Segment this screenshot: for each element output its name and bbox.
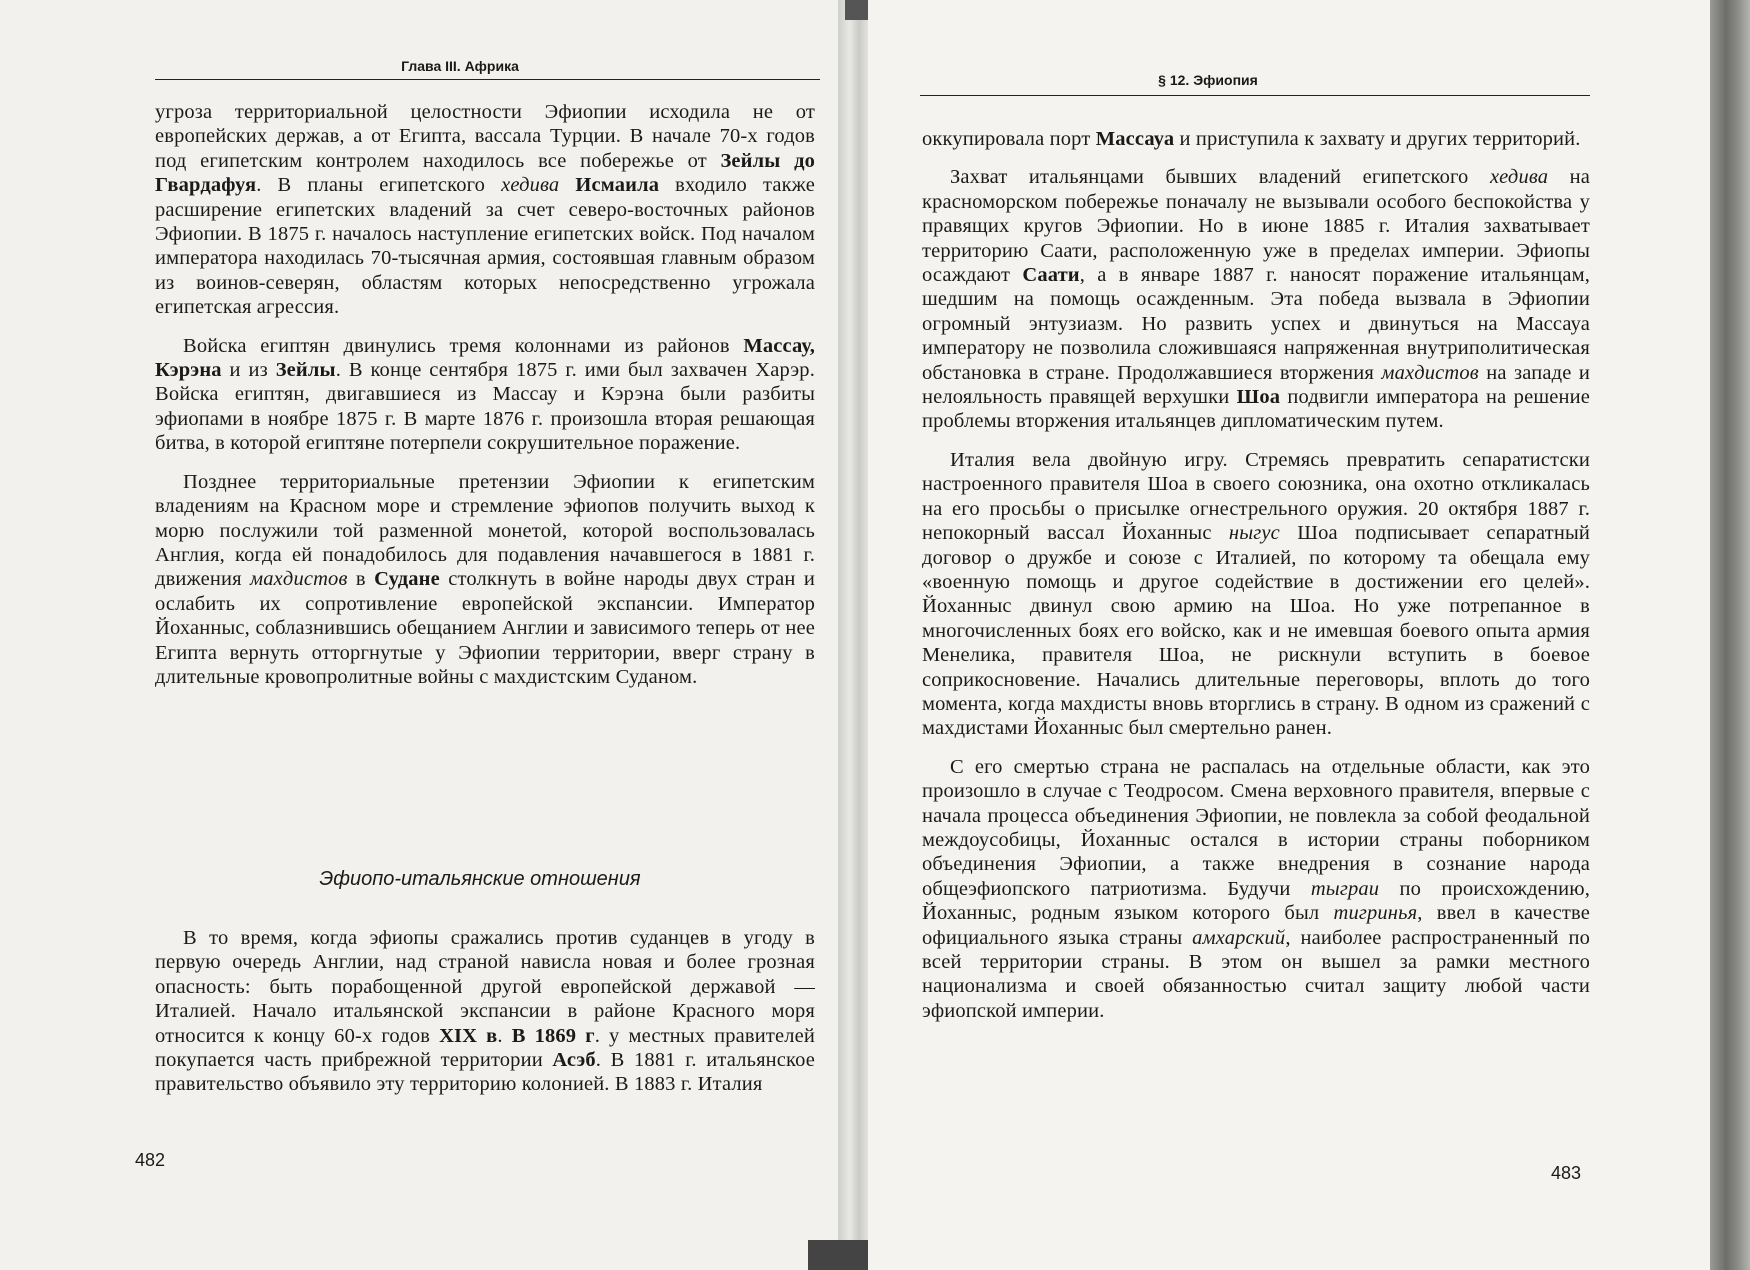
bold-term: Асэб bbox=[552, 1049, 596, 1072]
page-number-right: 483 bbox=[1551, 1163, 1582, 1183]
text-run: Захват итальянцами бывших владений египетского bbox=[950, 166, 1490, 189]
text-run: оккупировала порт bbox=[922, 128, 1096, 150]
text-run: Италия вела двойную игру. Стремясь превратить сепаратистски настроенного правителя Шоа в своего союзника, она охотно откликалась на его просьбы о присылке огнестрельного оружия. 20 октября 1887 г. непокорный вассал Йоханныс bbox=[922, 448, 1590, 545]
text-run: , а в январе 1887 г. наносят поражение итальянцам, шедшим на помощь осажденным. Эта победа вызвала в Эфиопии огромный энтузиазм. Но развить успех и двинуться на Массауа императору не позволила сложившаяся напряженная внутриполитическая обстановка в стране. Продолжавшиеся вторжения bbox=[922, 264, 1590, 384]
text-run: . В 1881 г. итальянское правительство объявило эту территорию колонией. В 1883 г. Италия bbox=[155, 1049, 815, 1096]
page-stack-edge bbox=[1710, 0, 1750, 1270]
left-running-head: Глава III. Африка bbox=[401, 58, 519, 74]
paragraph bbox=[155, 926, 815, 1097]
italic-term: тигринья bbox=[1333, 902, 1418, 925]
text-run: В то время, когда эфиопы сражались против суданцев в угоду в первую очередь Англии, над страной нависла новая и более грозная опасность: быть порабощенной другой европейской державой — Италией. Начало итальянской экспансии в районе Красного моря относится к концу 60-х годов bbox=[155, 927, 815, 1047]
text-run: . у местных правителей покупается часть прибрежной территории bbox=[155, 1024, 815, 1072]
right-header-rule bbox=[920, 95, 1590, 96]
paragraph bbox=[922, 165, 1590, 433]
bold-term: В 1869 г bbox=[511, 1024, 595, 1047]
italic-term: махдистов bbox=[250, 568, 348, 591]
text-run: Войска египтян двинулись тремя колоннами из районов bbox=[183, 334, 744, 357]
text-run: Шоа подписывает сепаратный договор о дружбе и союзе с Италией, по которому та обещала ему «военную помощь и другое содействие в достижении его целей». Йоханныс двинул свою армию на Шоа. Но уже потрепанное в многочисленных боях его войско, как и не имевшая боевого опыта армия Менелика, правителя Шоа, не рискнули вступить в боевое соприкосновение. Начались длительные переговоры, вплоть до того момента, когда махдисты вновь вторглись в страну. В одном из сражений с махдистами Йоханныс был смертельно ранен. bbox=[922, 522, 1590, 740]
text-run bbox=[559, 174, 575, 196]
paragraph bbox=[922, 755, 1590, 1023]
italic-term: ныгус bbox=[1228, 522, 1280, 545]
text-run: . В конце сентября 1875 г. ими был захвачен Харэр. Войска египтян, двигавшиеся из Массау и Кэрэна были разбиты эфиопами в ноябре 1875 г. В марте 1876 г. произошла вторая решающая битва, в которой египтяне потерпели сокрушительное поражение. bbox=[155, 359, 815, 455]
paragraph bbox=[155, 470, 815, 690]
left-page bbox=[0, 0, 850, 1270]
bold-term: Массауа bbox=[1095, 128, 1175, 150]
text-run: . bbox=[497, 1024, 512, 1047]
text-run: , наиболее распространенный по всей территории страны. В этом он вышел за рамки местного национализма и своей обязанностью считал защиту любой части эфиопской империи. bbox=[922, 926, 1590, 1022]
bold-term: Судане bbox=[374, 568, 440, 591]
bold-term: XIX в bbox=[439, 1024, 498, 1047]
italic-term: амхарский bbox=[1192, 926, 1286, 949]
paragraph bbox=[155, 334, 815, 456]
italic-term: тыграи bbox=[1310, 877, 1380, 900]
text-run: входило также расширение египетских владений за счет северо-восточных районов Эфиопии. В 1875 г. началось наступление египетских войск. Под началом императора находилась 70-тысячная армия, состоявшая главным образом из воинов-северян, областям которых непосредственно угрожала египетская агрессия. bbox=[155, 174, 815, 319]
bold-term: Массау, Кэрэна bbox=[155, 334, 815, 382]
text-run: на западе и нелояльность правящей верхушки bbox=[922, 361, 1590, 409]
paragraph bbox=[155, 100, 815, 320]
text-run: подвигли императора на решение проблемы вторжения итальянцев дипломатическим путем. bbox=[922, 386, 1591, 433]
italic-term: махдистов bbox=[1381, 361, 1479, 384]
text-run: , ввел в качестве официального языка страны bbox=[922, 902, 1590, 949]
page-number-left: 482 bbox=[135, 1150, 166, 1170]
right-running-head: § 12. Эфиопия bbox=[1158, 72, 1258, 88]
paragraph bbox=[922, 127, 1590, 151]
bold-term: Исмаила bbox=[575, 174, 660, 197]
text-run: в bbox=[347, 568, 375, 591]
text-run: и приступила к захвату и других территорий. bbox=[1174, 128, 1581, 150]
text-run: столкнуть в войне народы двух стран и ослабить их сопротивление европейской экспансии. Император Йоханныс, соблазнившись обещанием Англии и зависимого теперь от нее Египта вернуть отторгнутые у Эфиопии территории, вверг страну в длительные кровопролитные войны с махдистским Суданом. bbox=[155, 568, 815, 688]
left-body-text bbox=[155, 100, 815, 703]
italic-term: хедива bbox=[1489, 166, 1549, 189]
text-run: угроза территориальной целостности Эфиопии исходила не от европейских держав, а от Египта, вассала Турции. В начале 70-х годов под египетским контролем находилось все побережье от bbox=[155, 101, 815, 172]
text-run: по происхождению, Йоханныс, родным языком которого был bbox=[922, 877, 1590, 925]
section-subheading: Эфиопо-итальянские отношения bbox=[319, 868, 641, 890]
text-run: Позднее территориальные претензии Эфиопии к египетским владениям на Красном море и стремление эфиопов получить выход к морю послужили той разменной монетой, которой воспользовалась Англия, когда ей понадобилось для подавления начавшегося в 1881 г. движения bbox=[155, 470, 815, 591]
right-body-text bbox=[922, 127, 1590, 1037]
right-page bbox=[868, 0, 1710, 1270]
left-body-text-2 bbox=[155, 926, 815, 1111]
bold-term: Саати bbox=[1022, 264, 1080, 287]
text-run: С его смертью страна не распалась на отдельные области, как это произошло в случае с Теодросом. Смена верховного правителя, впервые с начала процесса объединения Эфиопии, не повлекла за собой феодальной междоусобицы, Йоханныс остался в истории страны поборником объединения Эфиопии, а также внедрения в сознание народа общеэфиопского патриотизма. Будучи bbox=[922, 755, 1590, 900]
bold-term: Зейлы до Гвардафуя bbox=[155, 149, 815, 197]
text-run: и из bbox=[221, 359, 276, 382]
left-header-rule bbox=[155, 79, 820, 80]
text-run: на красноморском побережье поначалу не вызывали особого беспокойства у правящих кругов Эфиопии. Но в июне 1885 г. Италия захватывает территорию Саати, расположенную уже в пределах империи. Эфиопы осаждают bbox=[922, 166, 1591, 287]
bold-term: Шоа bbox=[1236, 386, 1281, 409]
italic-term: хедива bbox=[501, 174, 560, 197]
bold-term: Зейлы bbox=[275, 359, 336, 382]
paragraph bbox=[922, 448, 1590, 741]
text-run: . В планы египетского bbox=[256, 174, 502, 197]
book-spine bbox=[838, 0, 868, 1270]
